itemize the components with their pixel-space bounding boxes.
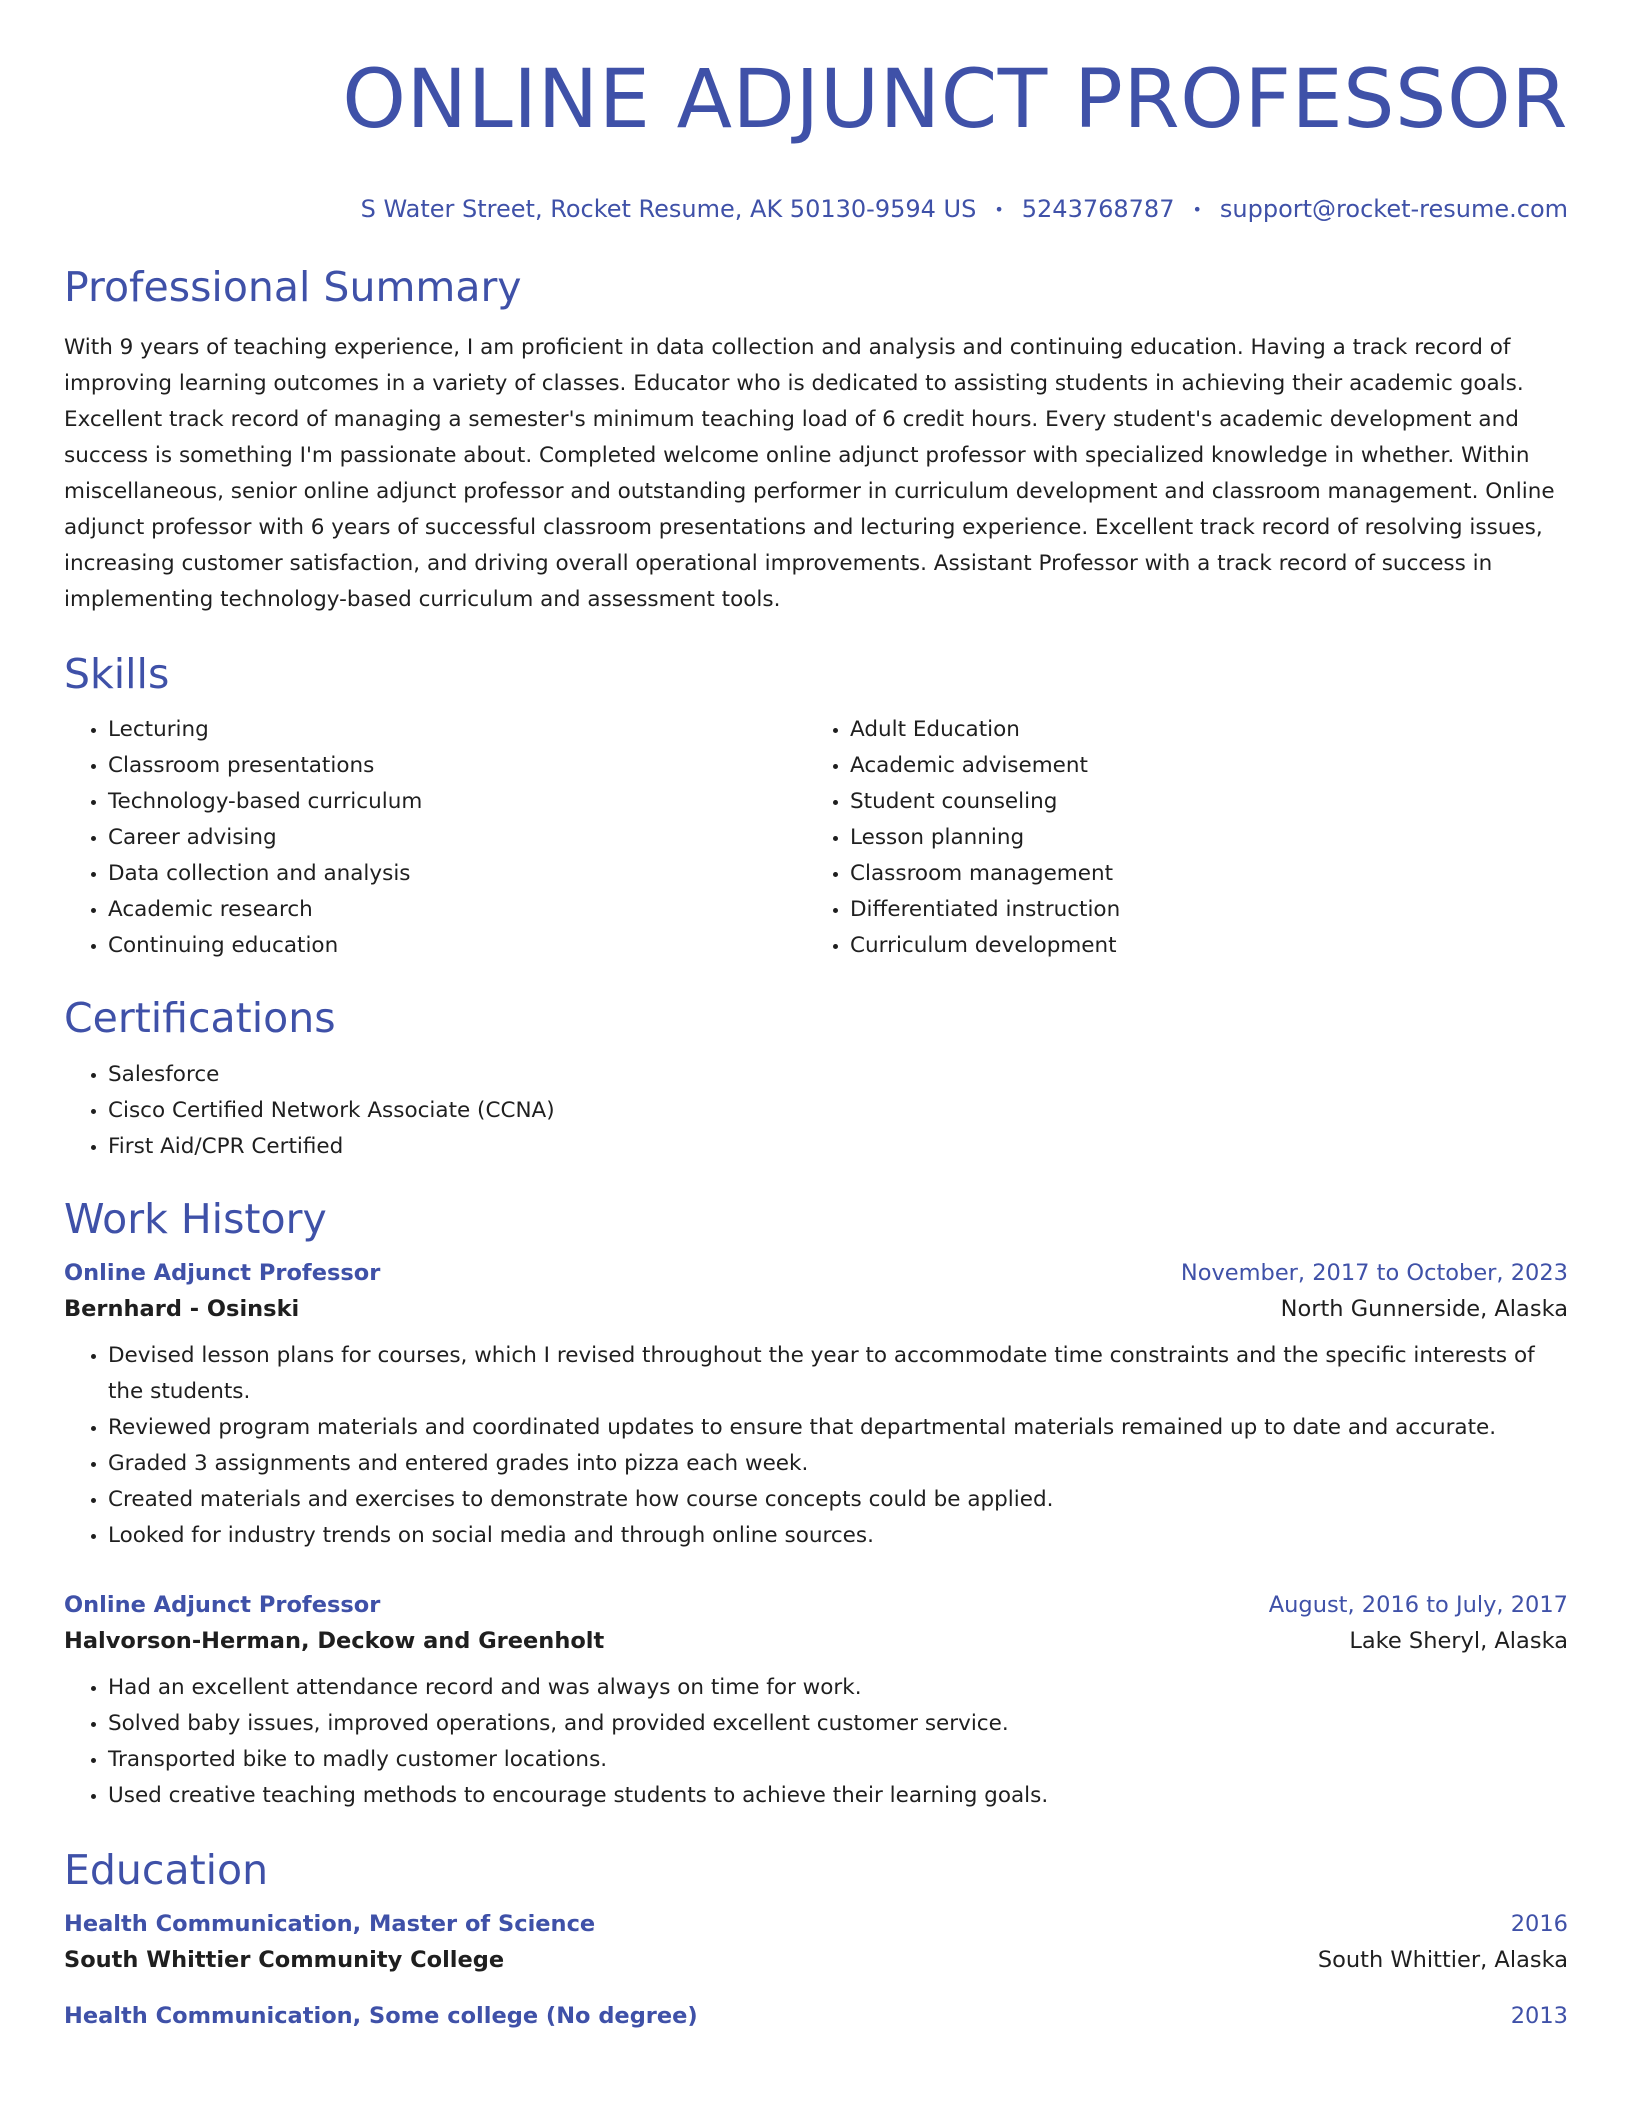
email-text: support@rocket-resume.com	[1219, 195, 1568, 224]
degree-title: Health Communication, Master of Science	[64, 1911, 596, 1938]
education-heading: Education	[64, 1846, 269, 1895]
skills-list-left	[64, 712, 806, 964]
company-name: Halvorson-Herman, Deckow and Greenholt	[64, 1628, 605, 1655]
job-bullets	[64, 1338, 1568, 1554]
education-entry	[64, 1911, 1568, 1973]
skills-list-right	[806, 712, 1548, 964]
address-text: S Water Street, Rocket Resume, AK 50130-9594 US	[360, 195, 977, 224]
separator-dot: •	[1192, 199, 1202, 219]
certification-item: • First Aid/CPR Certified	[108, 1129, 1568, 1165]
skill-item: • Classroom management	[850, 856, 1548, 892]
company-name: Bernhard - Osinski	[64, 1296, 300, 1323]
phone-text: 5243768787	[1021, 195, 1175, 224]
job-company-row	[64, 1296, 1568, 1322]
education-year: 2013	[1510, 2003, 1568, 2030]
skill-item: • Academic advisement	[850, 748, 1548, 784]
skill-item: • Lecturing	[108, 712, 806, 748]
job-company-row	[64, 1628, 1568, 1654]
skills-columns	[64, 712, 1568, 964]
job-entry	[64, 1592, 1568, 1814]
job-dates: November, 2017 to October, 2023	[1180, 1260, 1568, 1287]
resume-page	[64, 0, 1568, 2029]
job-location: Lake Sheryl, Alaska	[1349, 1628, 1568, 1655]
job-dates: August, 2016 to July, 2017	[1268, 1592, 1568, 1619]
job-bullet: • Solved baby issues, improved operations, and provided excellent customer service.	[108, 1706, 1568, 1742]
job-location: North Gunnerside, Alaska	[1280, 1296, 1568, 1323]
certification-item: • Cisco Certified Network Associate (CCNA)	[108, 1093, 1568, 1129]
skill-item: • Data collection and analysis	[108, 856, 806, 892]
school-location: South Whittier, Alaska	[1317, 1947, 1568, 1974]
job-bullet: • Used creative teaching methods to encourage students to achieve their learning goals.	[108, 1778, 1568, 1814]
skill-item: • Adult Education	[850, 712, 1548, 748]
skill-item: • Student counseling	[850, 784, 1548, 820]
certifications-heading: Certifications	[64, 993, 336, 1042]
skill-item: • Differentiated instruction	[850, 892, 1548, 928]
page-title: ONLINE ADJUNCT PROFESSOR	[342, 53, 1568, 147]
job-bullets	[64, 1670, 1568, 1814]
job-header-row	[64, 1592, 1568, 1618]
separator-dot: •	[994, 199, 1004, 219]
skill-item: • Lesson planning	[850, 820, 1548, 856]
education-header-row	[64, 2003, 1568, 2029]
job-bullet: • Devised lesson plans for courses, which I revised throughout the year to accommodate time constraints and the specific interests of the students.	[108, 1338, 1568, 1410]
skill-item: • Technology-based curriculum	[108, 784, 806, 820]
skill-item: • Academic research	[108, 892, 806, 928]
work-history-heading: Work History	[64, 1194, 327, 1243]
job-bullet: • Had an excellent attendance record and was always on time for work.	[108, 1670, 1568, 1706]
education-entry	[64, 2003, 1568, 2029]
job-bullet: • Transported bike to madly customer locations.	[108, 1742, 1568, 1778]
education-school-row	[64, 1947, 1568, 1973]
school-name: South Whittier Community College	[64, 1947, 505, 1974]
skill-item: • Classroom presentations	[108, 748, 806, 784]
skill-item: • Career advising	[108, 820, 806, 856]
job-title: Online Adjunct Professor	[64, 1260, 381, 1287]
degree-title: Health Communication, Some college (No degree)	[64, 2003, 698, 2030]
skill-item: • Continuing education	[108, 928, 806, 964]
education-header-row	[64, 1911, 1568, 1937]
summary-heading: Professional Summary	[64, 263, 522, 312]
contact-line	[64, 195, 1568, 223]
education-year: 2016	[1510, 1911, 1568, 1938]
job-title: Online Adjunct Professor	[64, 1592, 381, 1619]
job-bullet: • Reviewed program materials and coordinated updates to ensure that departmental materials remained up to date and accurate.	[108, 1410, 1568, 1446]
skills-heading: Skills	[64, 650, 170, 699]
job-bullet: • Looked for industry trends on social media and through online sources.	[108, 1518, 1568, 1554]
certification-item: • Salesforce	[108, 1057, 1568, 1093]
certifications-list	[64, 1057, 1568, 1165]
job-header-row	[64, 1260, 1568, 1286]
skill-item: • Curriculum development	[850, 928, 1548, 964]
summary-text: With 9 years of teaching experience, I am proficient in data collection and analysis and continuing education. Having a track record of improving learning outcomes in a variety of classes. Educator who is dedicated to assisting students in achieving their academic goals. Excellent track record of managing a semester's minimum teaching load of 6 credit hours. Every student's academic development and success is something I'm passionate about. Completed welcome online adjunct professor with specialized knowledge in whether. Within miscellaneous, senior online adjunct professor and outstanding performer in curriculum development and classroom management. Online adjunct professor with 6 years of successful classroom presentations and lecturing experience. Excellent track record of resolving issues, increasing customer satisfaction, and driving overall operational improvements. Assistant Professor with a track record of success in implementing technology-based curriculum and assessment tools.	[64, 335, 1555, 613]
job-entry	[64, 1260, 1568, 1554]
job-bullet: • Created materials and exercises to demonstrate how course concepts could be applied.	[108, 1482, 1568, 1518]
job-bullet: • Graded 3 assignments and entered grades into pizza each week.	[108, 1446, 1568, 1482]
